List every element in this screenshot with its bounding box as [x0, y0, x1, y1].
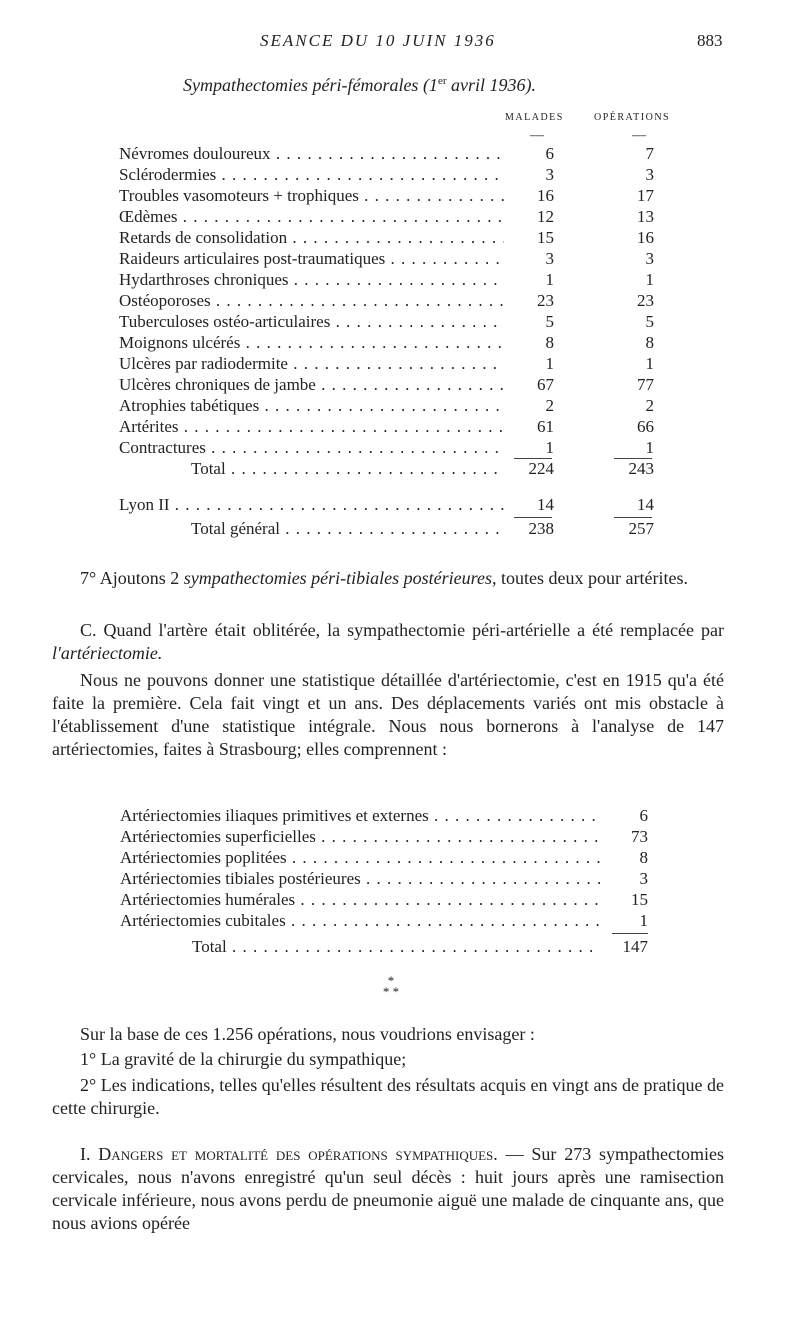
section-heading: I. Dangers et mortalité des opérations sympathiques. [80, 1144, 498, 1164]
row-malades: 67 [514, 375, 554, 395]
row-malades: 1 [514, 270, 554, 290]
row-label: Artériectomies poplitées . . . [120, 848, 600, 868]
row-operations: 13 [614, 207, 654, 227]
total-rule-malades [514, 458, 552, 459]
table2-row [120, 806, 652, 826]
row-value: 15 [612, 890, 648, 910]
row-malades: 8 [514, 333, 554, 353]
row-malades: 14 [514, 495, 554, 515]
row-value: 6 [612, 806, 648, 826]
row-operations: 7 [614, 144, 654, 164]
row-value: 8 [612, 848, 648, 868]
col-header-operations: OPÉRATIONS [594, 112, 671, 123]
table2-row [120, 848, 652, 868]
row-label: Artérites . . . [119, 417, 504, 437]
row-label: Atrophies tabétiques . . . [119, 396, 504, 416]
row-operations: 66 [614, 417, 654, 437]
table2-row [120, 911, 652, 931]
row-label: Troubles vasomoteurs + trophiques . . . [119, 186, 504, 206]
row-label: Artériectomies humérales . . . [120, 890, 600, 910]
paragraph-7: 7° Ajoutons 2 sympathectomies péri-tibiales postérieures, toutes deux pour artérites. [80, 568, 688, 588]
row-operations: 257 [614, 519, 654, 539]
table1-row [119, 438, 659, 458]
running-header [0, 31, 800, 53]
row-label: Lyon II . . . [119, 495, 504, 515]
row-malades: 61 [514, 417, 554, 437]
row-label: Sclérodermies . . . [119, 165, 504, 185]
section-asterism: * * * [382, 973, 400, 999]
row-malades: 6 [514, 144, 554, 164]
row-operations: 1 [614, 438, 654, 458]
row-operations: 3 [614, 249, 654, 269]
table1-grand-total-row [119, 519, 659, 539]
row-operations: 3 [614, 165, 654, 185]
row-label: Ulcères chroniques de jambe . . . [119, 375, 504, 395]
table1-row [119, 312, 659, 332]
row-value: 73 [612, 827, 648, 847]
row-malades: 238 [514, 519, 554, 539]
paragraph-base: Sur la base de ces 1.256 opérations, nous voudrions envisager : [80, 1024, 535, 1044]
grand-total-rule-malades [514, 517, 552, 518]
running-title: SEANCE DU 10 JUIN 1936 [260, 31, 496, 50]
table1-lyon-row [119, 495, 659, 515]
total-rule-operations [614, 458, 652, 459]
row-label: Artériectomies superficielles . . . [120, 827, 600, 847]
row-operations: 243 [614, 459, 654, 479]
row-value: 3 [612, 869, 648, 889]
table1-total-row [119, 459, 659, 479]
row-operations: 2 [614, 396, 654, 416]
row-label: Artériectomies tibiales postérieures . . . [120, 869, 600, 889]
table2-row [120, 869, 652, 889]
row-malades: 23 [514, 291, 554, 311]
page-number: 883 [697, 31, 723, 50]
row-value: 147 [612, 937, 648, 957]
table1-row [119, 270, 659, 290]
col-header-malades: MALADES [505, 112, 564, 123]
row-operations: 14 [614, 495, 654, 515]
col-dash-malades: — [530, 128, 544, 143]
table1-row [119, 417, 659, 437]
table2-row [120, 890, 652, 910]
paragraph-c: C. Quand l'artère était oblitérée, la sympathectomie péri-artérielle a été remplacée par l'artériectomie. [52, 620, 724, 663]
row-label: Artériectomies cubitales . . . [120, 911, 600, 931]
paragraph-artериectomie: Nous ne pouvons donner une statistique détaillée d'artériectomie, c'est en 1915 qu'a été faite la première. Cela fait vingt et un ans. Des déplacements variés ont mis obstacle à l'établissement d'une statistique intégrale. Nous nous bornerons à l'analyse de 147 artériectomies, faites à Strasbourg; elles comprennent : [52, 670, 724, 759]
table2-row [120, 827, 652, 847]
col-dash-operations: — [632, 128, 646, 143]
table1-row [119, 186, 659, 206]
table1-row [119, 354, 659, 374]
row-malades: 5 [514, 312, 554, 332]
table1-row [119, 375, 659, 395]
row-malades: 224 [514, 459, 554, 479]
row-label: Artériectomies iliaques primitives et externes . . . [120, 806, 600, 826]
row-label: Ulcères par radiodermite . . . [119, 354, 504, 374]
table1-title: Sympathectomies péri-fémorales (1er avril 1936). [183, 75, 536, 95]
table2-total-row [120, 937, 652, 957]
row-operations: 23 [614, 291, 654, 311]
table1-row [119, 228, 659, 248]
row-malades: 3 [514, 249, 554, 269]
row-malades: 2 [514, 396, 554, 416]
row-malades: 1 [514, 438, 554, 458]
row-operations: 8 [614, 333, 654, 353]
table1-row [119, 207, 659, 227]
table1-row [119, 333, 659, 353]
row-operations: 16 [614, 228, 654, 248]
row-malades: 12 [514, 207, 554, 227]
paragraph-item-2: 2° Les indications, telles qu'elles résultent des résultats acquis en vingt ans de pratique de cette chirurgie. [52, 1075, 724, 1118]
row-malades: 1 [514, 354, 554, 374]
table1-row [119, 144, 659, 164]
table1-row [119, 249, 659, 269]
row-label: Hydarthroses chroniques . . . [119, 270, 504, 290]
table1-row [119, 165, 659, 185]
row-label: Total général . . . [119, 519, 504, 539]
row-operations: 1 [614, 354, 654, 374]
row-label: Retards de consolidation . . . [119, 228, 504, 248]
table1-row [119, 396, 659, 416]
row-malades: 15 [514, 228, 554, 248]
row-operations: 77 [614, 375, 654, 395]
row-label: Névromes douloureux . . . [119, 144, 504, 164]
row-label: Total . . . [120, 937, 600, 957]
row-label: Tuberculoses ostéo-articulaires . . . [119, 312, 504, 332]
table2-total-rule [612, 933, 648, 934]
row-label: Total . . . [119, 459, 504, 479]
row-label: Œdèmes . . . [119, 207, 504, 227]
paragraph-item-1: 1° La gravité de la chirurgie du sympathique; [80, 1049, 407, 1069]
row-operations: 17 [614, 186, 654, 206]
row-malades: 3 [514, 165, 554, 185]
row-label: Ostéoporoses . . . [119, 291, 504, 311]
row-value: 1 [612, 911, 648, 931]
row-malades: 16 [514, 186, 554, 206]
row-label: Raideurs articulaires post-traumatiques . . . [119, 249, 504, 269]
row-label: Contractures . . . [119, 438, 504, 458]
grand-total-rule-operations [614, 517, 652, 518]
table1-row [119, 291, 659, 311]
row-operations: 5 [614, 312, 654, 332]
paragraph-section-I: I. Dangers et mortalité des opérations sympathiques. — Sur 273 sympathectomies cervicales, nous n'avons enregistré qu'un seul décès : huit jours après une ramisection cervicale inférieure, nous avons perdu de pneumonie aiguë une malade de cinquante ans, que nous avions opérée [52, 1144, 724, 1233]
row-label: Moignons ulcérés . . . [119, 333, 504, 353]
row-operations: 1 [614, 270, 654, 290]
